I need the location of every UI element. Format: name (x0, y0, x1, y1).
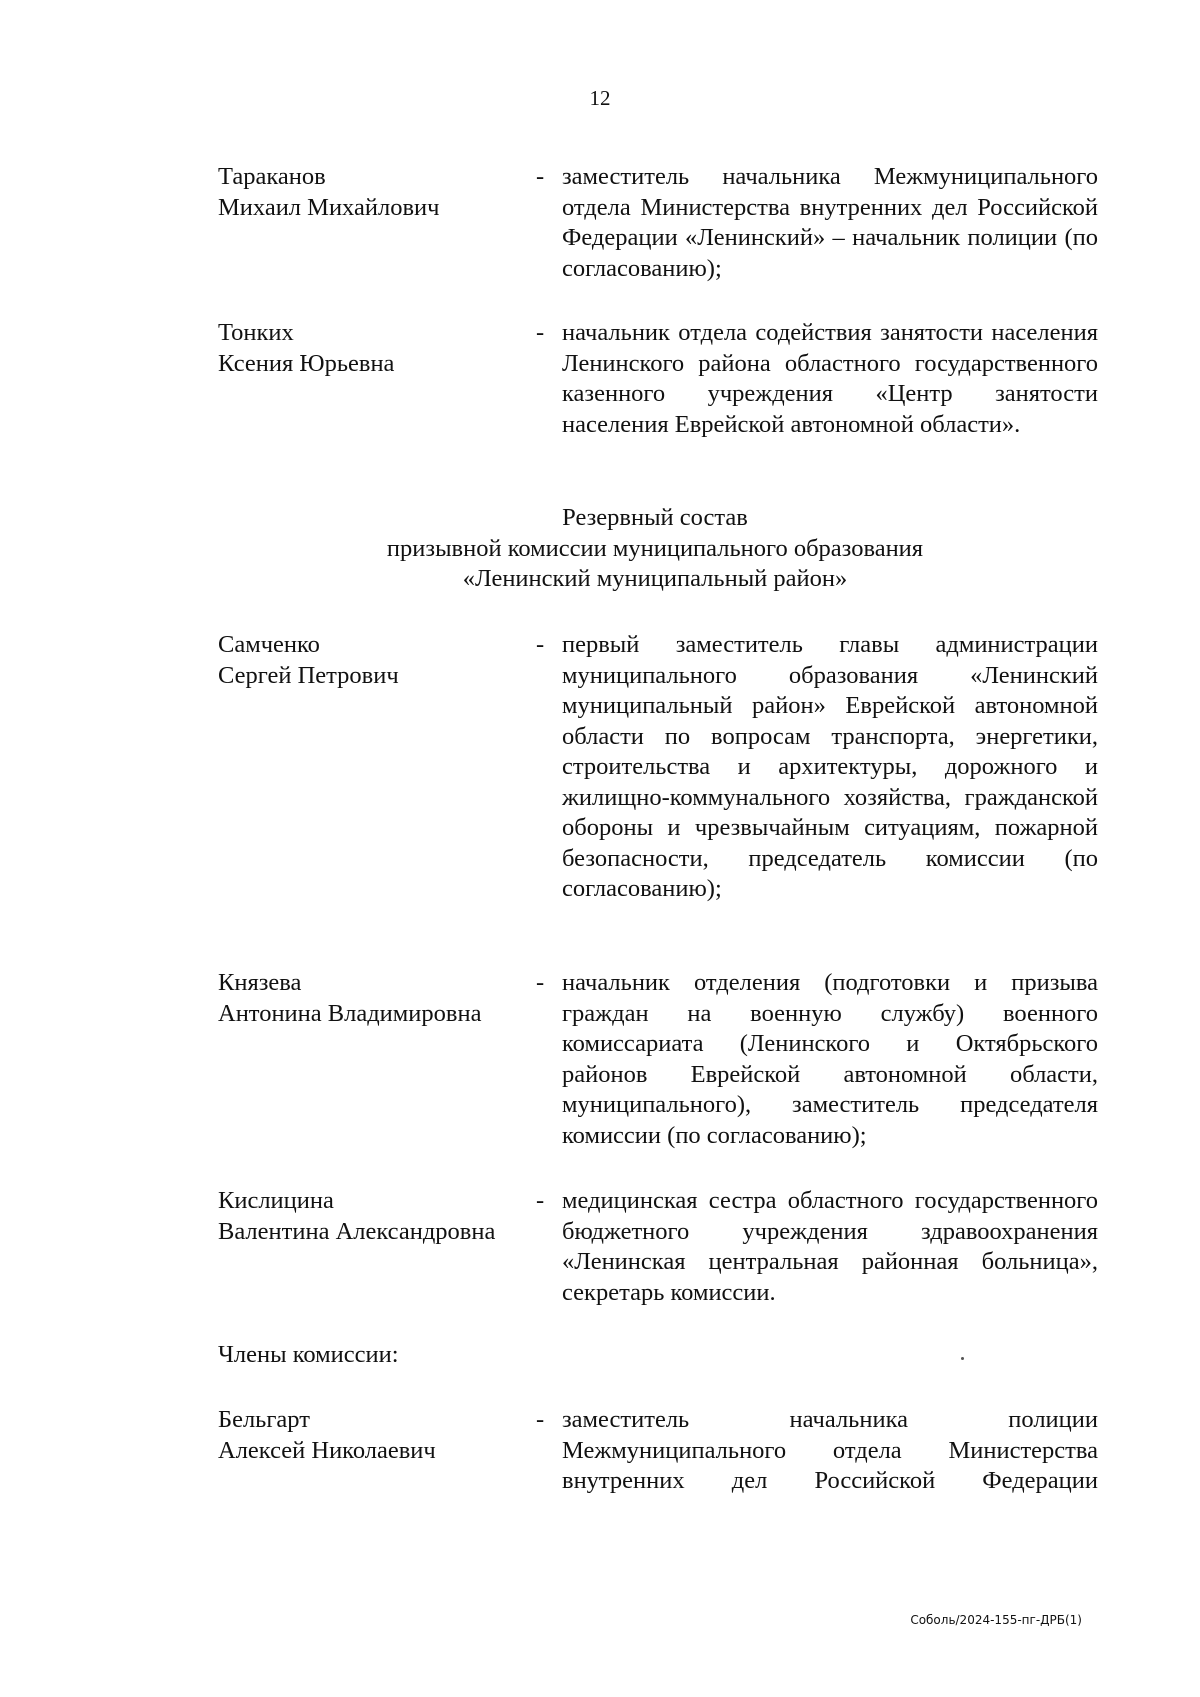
dash: - (536, 1406, 545, 1433)
dash: - (536, 1187, 545, 1214)
member-position: начальник отделения (подготовки и призыва граждан на военную службу) военного комиссариата (Ленинского и Октябрьского районов Еврейской автономной области, муниципального), заместитель председателя комиссии (по согласованию); (562, 969, 1098, 1149)
reserve-composition-heading (0, 503, 1200, 595)
page-number: 12 (589, 86, 611, 110)
member-position: начальник отдела содействия занятости населения Ленинского района областного государственного казенного учреждения «Центр занятости населения Еврейской автономной области». (562, 319, 1098, 438)
commission-entry (218, 162, 1098, 284)
commission-entry (218, 630, 1098, 905)
member-name (218, 630, 536, 905)
dash: - (536, 319, 545, 346)
member-name (218, 1405, 536, 1497)
scan-speck (961, 1357, 964, 1360)
members-label: Члены комиссии: (218, 1341, 399, 1368)
member-name (218, 1186, 536, 1308)
member-given-names: Валентина Александровна (218, 1217, 496, 1245)
member-given-names: Сергей Петрович (218, 661, 399, 689)
heading-line: призывной комиссии муниципального образования (386, 534, 924, 562)
member-name (218, 968, 536, 1151)
document-code: Соболь/2024-155-пг-ДРБ(1) (910, 1613, 1082, 1627)
commission-entry (218, 968, 1098, 1151)
dash: - (536, 163, 545, 190)
commission-entry (218, 1405, 1098, 1497)
member-surname: Князева (218, 969, 302, 996)
commission-entry (218, 318, 1098, 440)
heading-line: «Ленинский муниципальный район» (462, 565, 848, 592)
member-surname: Самченко (218, 631, 320, 658)
member-surname: Кислицина (218, 1187, 334, 1214)
member-given-names: Михаил Михайлович (218, 193, 440, 221)
member-given-names: Антонина Владимировна (218, 999, 482, 1027)
dash: - (536, 969, 545, 996)
commission-entry (218, 1186, 1098, 1308)
heading-line: Резервный состав (562, 504, 748, 531)
member-position: заместитель начальника полиции Межмуниципального отдела Министерства внутренних дел Российской Федерации (562, 1406, 1098, 1494)
member-position: медицинская сестра областного государственного бюджетного учреждения здравоохранения «Ленинская центральная районная больница», секретарь комиссии. (562, 1187, 1098, 1306)
member-surname: Тараканов (218, 163, 326, 190)
member-name (218, 318, 536, 440)
member-name (218, 162, 536, 284)
member-surname: Бельгарт (218, 1406, 310, 1433)
dash: - (536, 631, 545, 658)
member-position: заместитель начальника Межмуниципального отдела Министерства внутренних дел Российской Федерации «Ленинский» – начальник полиции (по согласованию); (562, 163, 1098, 282)
member-given-names: Алексей Николаевич (218, 1436, 436, 1464)
member-given-names: Ксения Юрьевна (218, 349, 395, 377)
member-position: первый заместитель главы администрации муниципального образования «Ленинский муниципальный район» Еврейской автономной области по вопросам транспорта, энергетики, строительства и архитектуры, дорожного и жилищно-коммунального хозяйства, гражданской обороны и чрезвычайным ситуациям, пожарной безопасности, председатель комиссии (по согласованию); (562, 631, 1098, 902)
member-surname: Тонких (218, 319, 294, 346)
